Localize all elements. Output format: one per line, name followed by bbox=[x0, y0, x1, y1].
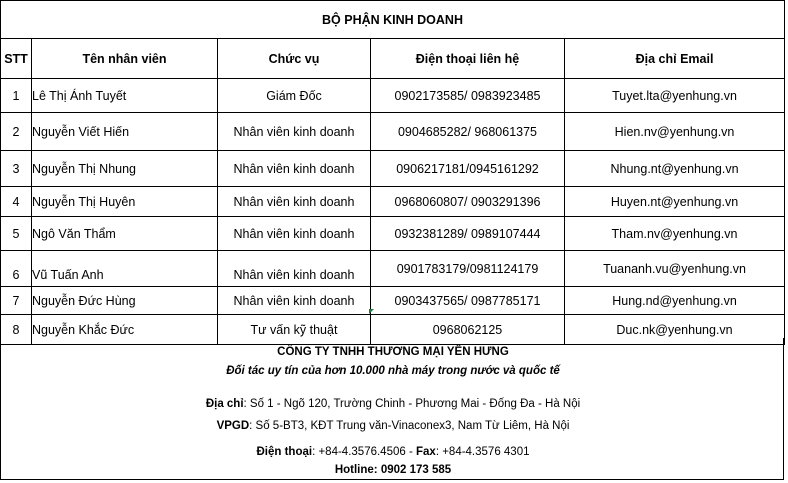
hotline-label: Hotline bbox=[334, 464, 374, 476]
cell-position: Nhân viên kinh doanh bbox=[218, 187, 371, 217]
cell-comment-indicator bbox=[369, 309, 374, 314]
cell-phone: 0903437565/ 0987785171 bbox=[371, 287, 565, 315]
cell-stt: 3 bbox=[1, 151, 32, 187]
phone-value: : +84-4.3576.4506 - bbox=[312, 446, 416, 458]
company-hotline bbox=[1, 464, 785, 476]
hotline-value: : 0902 173 585 bbox=[373, 464, 452, 476]
cell-stt: 1 bbox=[1, 79, 32, 113]
cell-email: Tham.nv@yenhung.vn bbox=[565, 217, 785, 251]
cell-email: Tuyet.lta@yenhung.vn bbox=[565, 79, 785, 113]
phone-label: Điện thoại bbox=[256, 446, 313, 458]
company-slogan: Đối tác uy tín của hơn 10.000 nhà máy trong nước và quốc tế bbox=[226, 365, 560, 377]
cell-position: Nhân viên kinh doanh bbox=[218, 287, 371, 315]
header-position: Chức vụ bbox=[218, 39, 371, 79]
cell-position: Nhân viên kinh doanh bbox=[218, 113, 371, 151]
address-label: Địa chỉ bbox=[205, 398, 244, 410]
cell-stt: 5 bbox=[1, 217, 32, 251]
fax-value: : +84-4.3576 4301 bbox=[435, 446, 530, 458]
cell-phone: 0968060807/ 0903291396 bbox=[371, 187, 565, 217]
table-row bbox=[1, 151, 785, 187]
cell-name: Nguyễn Viết Hiến bbox=[32, 113, 218, 151]
cell-name: Nguyễn Thị Huyên bbox=[32, 187, 218, 217]
cell-name: Nguyễn Khắc Đức bbox=[32, 315, 218, 345]
header-phone: Điện thoại liên hệ bbox=[371, 39, 565, 79]
cell-phone: 0906217181/0945161292 bbox=[371, 151, 565, 187]
cell-email: Hien.nv@yenhung.vn bbox=[565, 113, 785, 151]
address-value: : Số 1 - Ngõ 120, Trường Chinh - Phương Mai - Đống Đa - Hà Nội bbox=[243, 398, 581, 410]
company-name: CÔNG TY TNHH THƯƠNG MẠI YÊN HƯNG bbox=[277, 346, 509, 358]
cell-email: Tuananh.vu@yenhung.vn bbox=[565, 251, 785, 287]
company-phone-fax bbox=[1, 446, 785, 458]
cell-name: Lê Thị Ánh Tuyết bbox=[32, 79, 218, 113]
cell-position: Nhân viên kinh doanh bbox=[218, 151, 371, 187]
cell-email: Duc.nk@yenhung.vn bbox=[565, 315, 785, 345]
table-row bbox=[1, 217, 785, 251]
header-email: Địa chỉ Email bbox=[565, 39, 785, 79]
cell-email: Nhung.nt@yenhung.vn bbox=[565, 151, 785, 187]
cell-phone: 0904685282/ 968061375 bbox=[371, 113, 565, 151]
header-stt: STT bbox=[1, 39, 32, 79]
cell-name: Nguyễn Thị Nhung bbox=[32, 151, 218, 187]
header-name: Tên nhân viên bbox=[32, 39, 218, 79]
cell-stt: 4 bbox=[1, 187, 32, 217]
cell-position: Nhân viên kinh doanh bbox=[218, 217, 371, 251]
cell-phone: 0968062125 bbox=[371, 315, 565, 345]
table-row bbox=[1, 187, 785, 217]
table-row bbox=[1, 251, 785, 287]
cell-stt: 7 bbox=[1, 287, 32, 315]
cell-phone: 0902173585/ 0983923485 bbox=[371, 79, 565, 113]
cell-position: Tư vấn kỹ thuật bbox=[218, 315, 371, 345]
cell-stt: 2 bbox=[1, 113, 32, 151]
cell-email: Hung.nd@yenhung.vn bbox=[565, 287, 785, 315]
table-row bbox=[1, 79, 785, 113]
office-value: : Số 5-BT3, KĐT Trung văn-Vinaconex3, Nam Từ Liêm, Hà Nội bbox=[249, 420, 570, 432]
cell-stt: 8 bbox=[1, 315, 32, 345]
office-label: VPGD bbox=[216, 420, 250, 432]
cell-phone: 0901783179/0981124179 bbox=[371, 251, 565, 287]
cell-name: Nguyễn Đức Hùng bbox=[32, 287, 218, 315]
table-row bbox=[1, 287, 785, 315]
cell-position: Nhân viên kinh doanh bbox=[218, 251, 371, 287]
company-footer bbox=[0, 338, 784, 480]
company-address bbox=[1, 398, 785, 410]
company-office bbox=[1, 420, 785, 432]
cell-stt: 6 bbox=[1, 251, 32, 287]
cell-position: Giám Đốc bbox=[218, 79, 371, 113]
cell-name: Ngô Văn Thẩm bbox=[32, 217, 218, 251]
cell-email: Huyen.nt@yenhung.vn bbox=[565, 187, 785, 217]
table-title: BỘ PHẬN KINH DOANH bbox=[1, 1, 785, 39]
cell-name: Vũ Tuấn Anh bbox=[32, 251, 218, 287]
cell-phone: 0932381289/ 0989107444 bbox=[371, 217, 565, 251]
fax-label: Fax bbox=[415, 446, 436, 458]
table-row bbox=[1, 113, 785, 151]
